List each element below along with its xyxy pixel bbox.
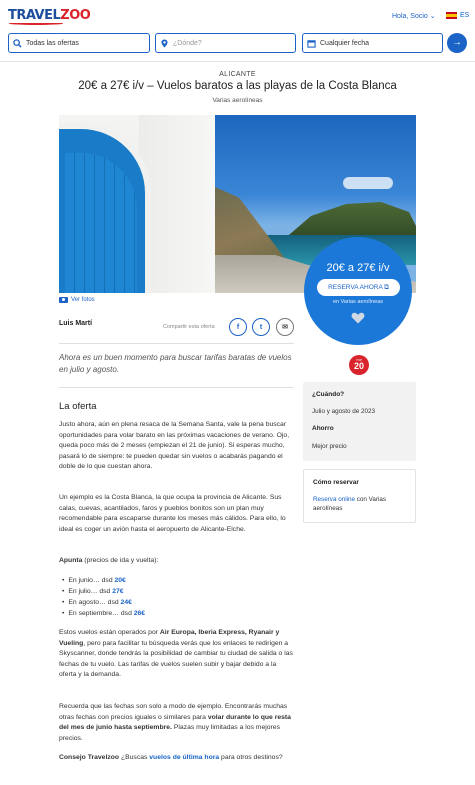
article-paragraph: Un ejemplo es la Costa Blanca, la que ocupa la provincia de Alicante. Sus calas, cuevas, acantilados, faros y pueblos bonitos son un plan muy recomendable para escaparse durante los meses más cálidos. Para ello, lo ideal es coger un avión hasta el aeropuerto de Alicante-Elche. [59, 494, 286, 533]
top20-badge: TOP 20 [349, 355, 369, 375]
arrow-right-icon: → [452, 37, 462, 48]
article-paragraph: Estos vuelos están operados por Air Europa, Iberia Express, Ryanair y Vueling, pero para facilitar tu búsqueda verás que los enlaces te redirigen a Skyscanner, donde tendrás la posibilidad de cambiar tu ciudad de salida o las fechas de tu vuelo. Las tarifas de vuelos suelen subir y bajar debido a la oferta y la demanda. [59, 629, 293, 679]
share-facebook-button[interactable] [229, 318, 247, 336]
share-label: Compartir esta oferta [163, 324, 215, 330]
list-item: • En septiembre… dsd 26€ [62, 608, 292, 619]
author-name: Luis Martí [59, 320, 93, 327]
deal-price: 20€ a 27€ i/v [326, 262, 390, 274]
book-online-link[interactable]: Reserva online [313, 496, 356, 503]
when-card: ¿Cuándo? Julio y agosto de 2023 Ahorro Mejor precio [303, 382, 416, 461]
article-paragraph: Recuerda que las fechas son solo a modo de ejemplo. Encontrarás muchas otras fechas con precios iguales o similares para volar durante lo que resta del mes de junio hasta septiembre. Plazas muy limitadas a los mejores precios. [59, 703, 291, 742]
language-selector[interactable]: ES [446, 12, 469, 19]
travelzoo-logo[interactable]: TRAVELZOO [8, 8, 91, 23]
search-icon [13, 39, 22, 48]
search-submit-button[interactable] [447, 33, 467, 53]
article-lead: Ahora es un buen momento para buscar tarifas baratas de vuelos en julio y agosto. [59, 353, 292, 374]
offer-heading: La oferta [59, 401, 97, 412]
location-pin-icon [160, 39, 169, 48]
deal-title: 20€ a 27€ i/v – Vuelos baratos a las playas de la Costa Blanca [78, 80, 397, 92]
article-paragraph: Consejo Travelzoo ¿Buscas vuelos de última hora para otros destinos? [59, 754, 283, 761]
share-email-button[interactable] [276, 318, 294, 336]
deal-location: ALICANTE [219, 71, 256, 78]
blue-door-photo [59, 115, 215, 293]
account-menu[interactable]: Hola, Socio ⌄ [392, 13, 436, 20]
camera-icon [59, 297, 68, 303]
price-badge [304, 237, 412, 345]
heart-icon[interactable] [351, 312, 365, 324]
last-minute-flights-link[interactable]: vuelos de última hora [149, 754, 220, 761]
divider [59, 387, 294, 388]
calendar-icon [307, 39, 316, 48]
facebook-icon: f [236, 323, 240, 331]
deal-subtitle: Varias aerolíneas [212, 97, 263, 104]
twitter-icon: t [259, 323, 263, 331]
view-photos-link[interactable]: Ver fotos [59, 297, 95, 303]
article-paragraph: Apunta (precios de ida y vuelta): [59, 557, 159, 564]
book-now-button[interactable]: RESERVA AHORA ⧉ [317, 279, 400, 296]
mail-icon: ✉ [282, 324, 288, 331]
how-to-book-card: Cómo reservar Reserva online con Varias aerolíneas [303, 469, 416, 523]
article-paragraph: Justo ahora, aún en plena resaca de la Semana Santa, vale la pena buscar oportunidades para volar barato en las próximas vacaciones de verano. Ojo, queda poco más de 2 meses (empiezan el 21 de junio). Si esperas mucho, pasará lo de siempre: te pueden quedar sin vuelos o acabarás pagando el doble de lo que cuestan ahora. [59, 421, 290, 471]
destination-input[interactable]: ¿Dónde? [155, 33, 296, 53]
chevron-down-icon: ⌄ [429, 13, 436, 20]
list-item: • En junio… dsd 20€ [62, 575, 292, 586]
divider [59, 343, 294, 344]
book-provider: en Varias aerolíneas [332, 299, 384, 305]
offers-filter[interactable]: Todas las ofertas [8, 33, 150, 53]
list-item: • En agosto… dsd 24€ [62, 597, 292, 608]
share-twitter-button[interactable] [252, 318, 270, 336]
spain-flag-icon [446, 12, 457, 19]
logo-swoosh [9, 22, 63, 25]
date-picker[interactable]: Cualquier fecha [302, 33, 443, 53]
price-list [62, 575, 292, 619]
site-header [0, 0, 475, 62]
list-item: • En julio… dsd 27€ [62, 586, 292, 597]
